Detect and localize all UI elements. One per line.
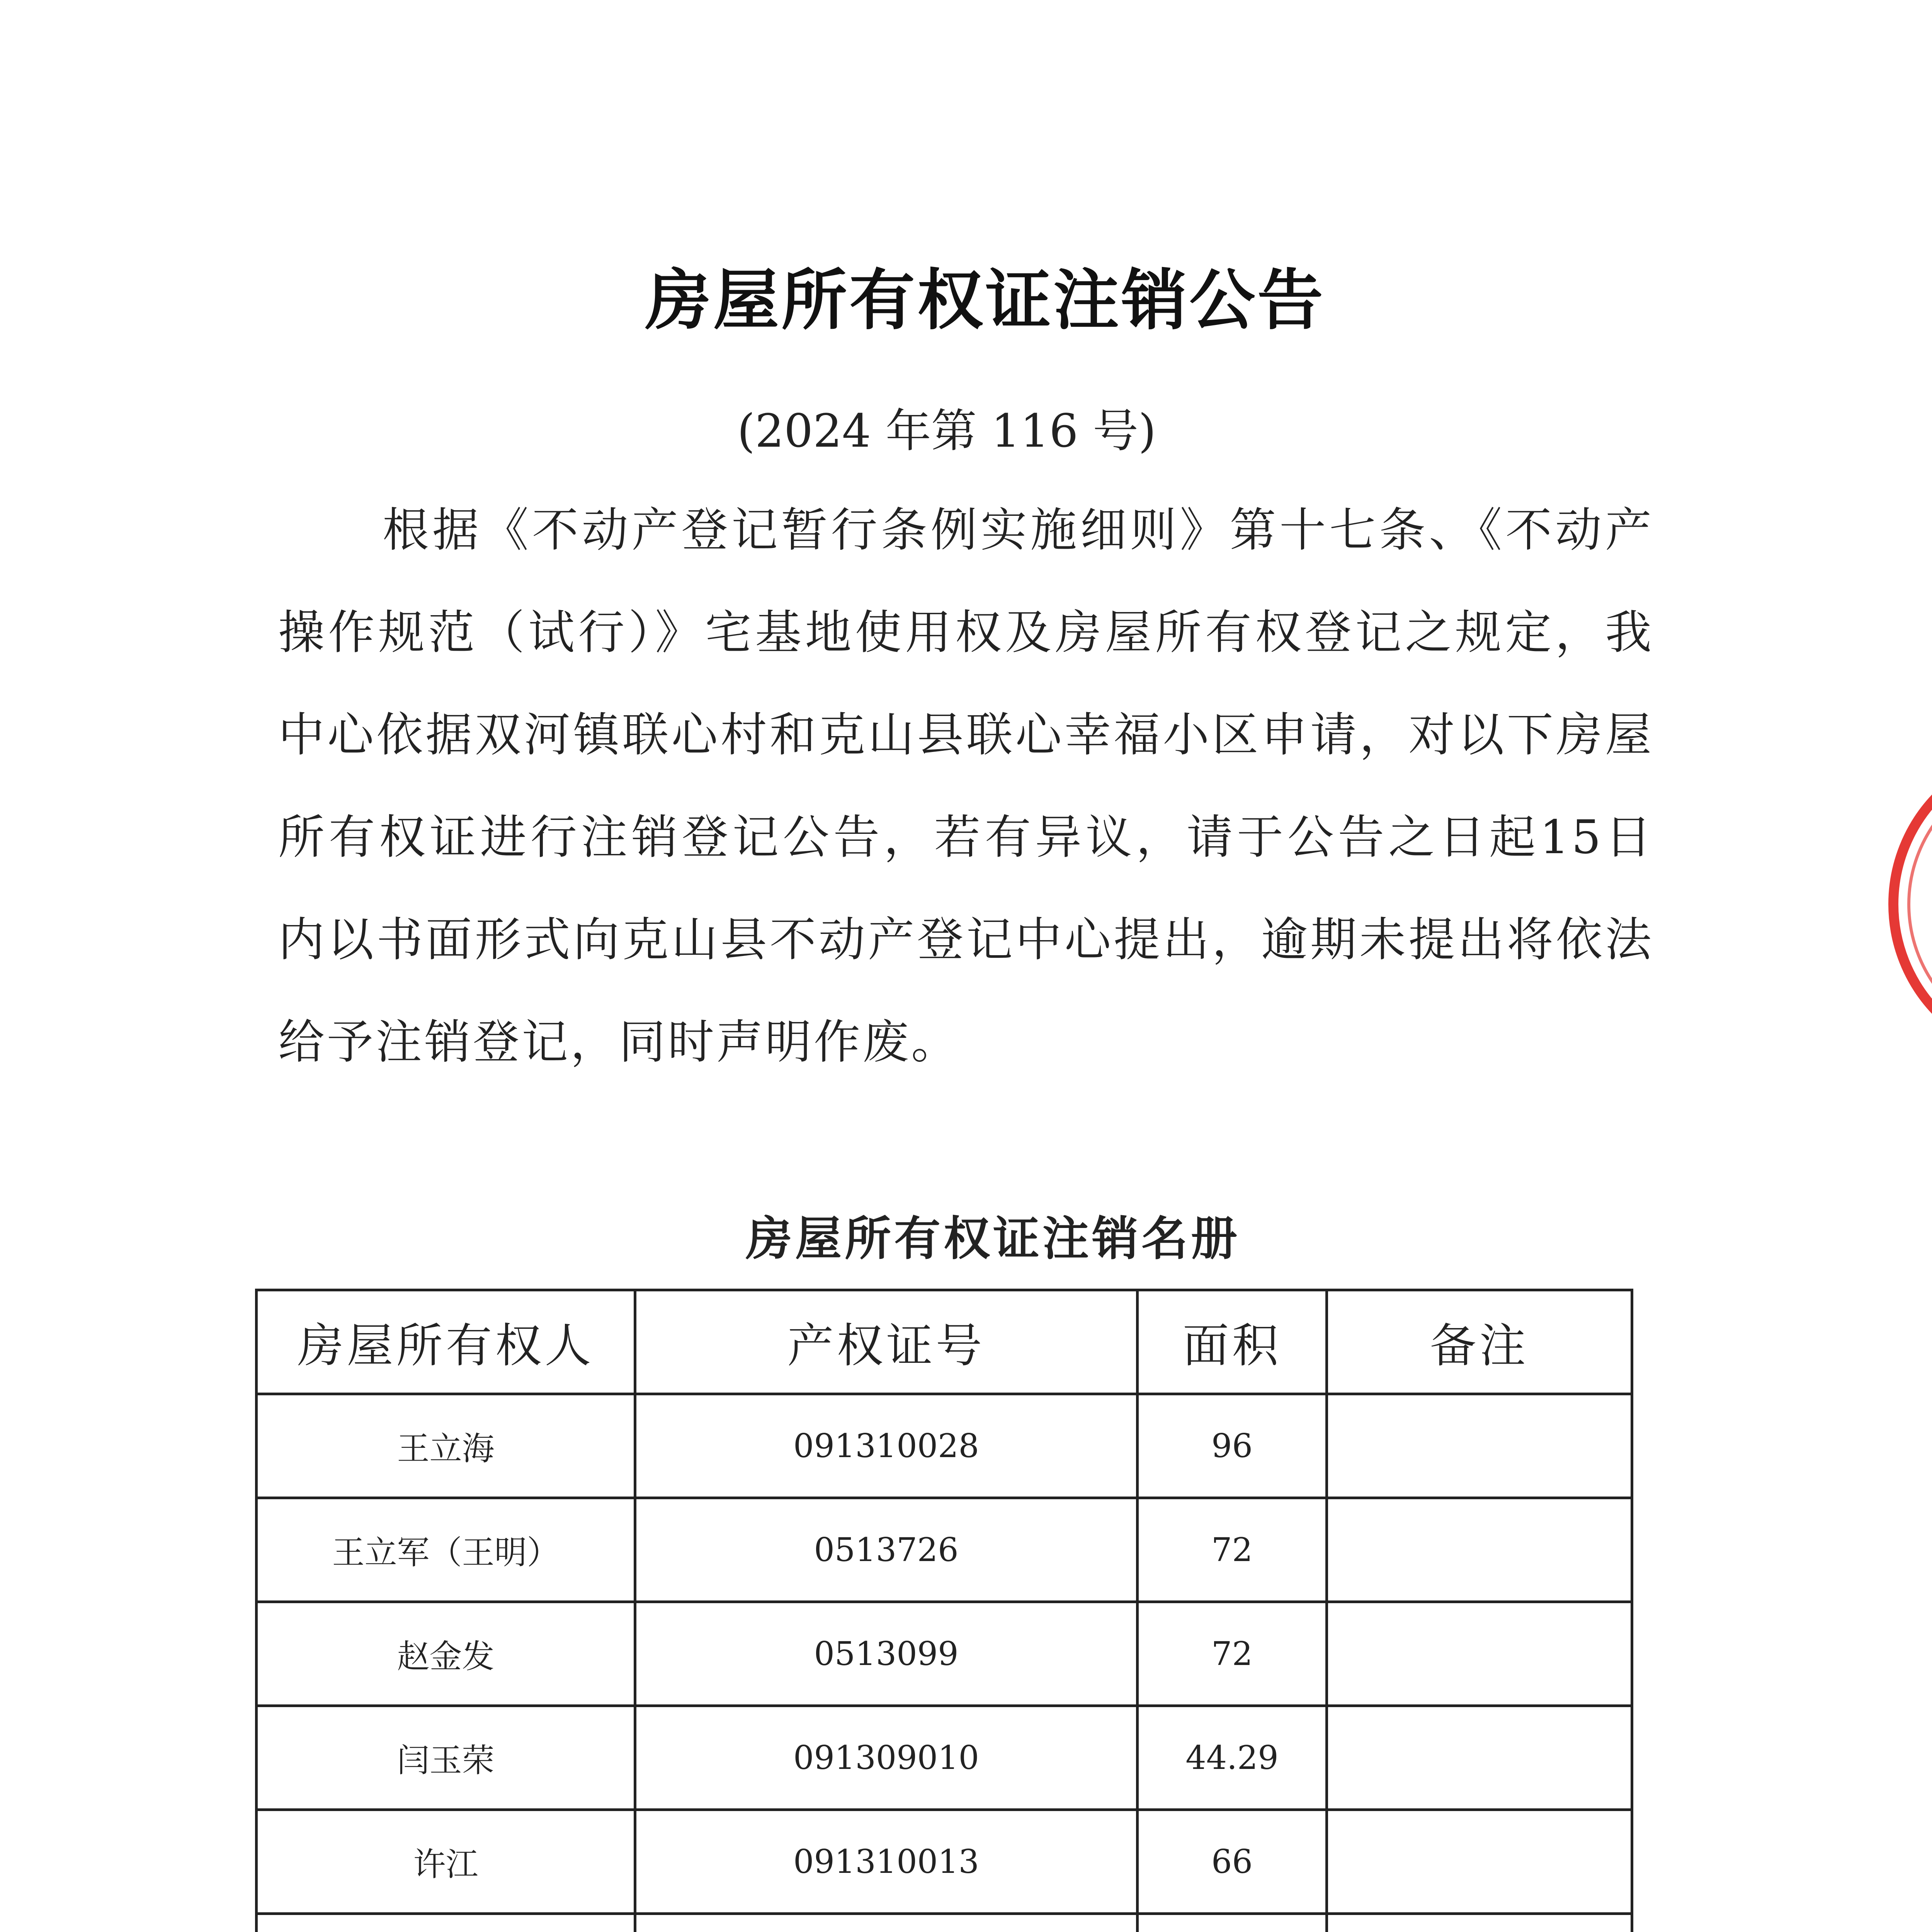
column-header-certificate-number: 产权证号 bbox=[635, 1290, 1138, 1394]
cell-owner: 赵金发 bbox=[257, 1602, 635, 1706]
table-row bbox=[257, 1394, 1632, 1498]
cell-area bbox=[1138, 1914, 1327, 1932]
cell-owner: 闫玉荣 bbox=[257, 1706, 635, 1810]
cell-certificate-number: 0513099 bbox=[635, 1602, 1138, 1706]
cell-remarks bbox=[1327, 1602, 1632, 1706]
announcement-body: 根据《不动产登记暂行条例实施细则》第十七条、《不动产操作规范（试行）》宅基地使用权及房屋所有权登记之规定，我中心依据双河镇联心村和克山县联心幸福小区申请，对以下房屋所有权证进行注销登记公告，若有异议，请于公告之日起15日内以书面形式向克山县不动产登记中心提出，逾期未提出将依法给予注销登记，同时声明作废。 bbox=[278, 503, 1654, 1069]
table-header-row bbox=[257, 1290, 1632, 1394]
official-seal bbox=[1847, 726, 1932, 1074]
cell-remarks bbox=[1327, 1498, 1632, 1602]
table-row bbox=[257, 1914, 1632, 1932]
cell-certificate-number: 0513726 bbox=[635, 1498, 1138, 1602]
cell-remarks bbox=[1327, 1810, 1632, 1914]
table-row bbox=[257, 1602, 1632, 1706]
cell-area: 72 bbox=[1138, 1498, 1327, 1602]
cell-remarks bbox=[1327, 1914, 1632, 1932]
table-row bbox=[257, 1706, 1632, 1810]
column-header-area: 面积 bbox=[1138, 1290, 1327, 1394]
column-header-owner: 房屋所有权人 bbox=[257, 1290, 635, 1394]
document-number: (2024 年第 116 号) bbox=[737, 404, 1156, 457]
roster-title: 房屋所有权证注销名册 bbox=[746, 1211, 1240, 1266]
cell-area: 72 bbox=[1138, 1602, 1327, 1706]
cell-certificate-number: 091310013 bbox=[635, 1810, 1138, 1914]
cell-area: 96 bbox=[1138, 1394, 1327, 1498]
cell-owner: 王立海 bbox=[257, 1394, 635, 1498]
cell-area: 44.29 bbox=[1138, 1706, 1327, 1810]
table-row bbox=[257, 1498, 1632, 1602]
page-title: 房屋所有权证注销公告 bbox=[645, 262, 1325, 339]
cell-owner bbox=[257, 1914, 635, 1932]
cell-area: 66 bbox=[1138, 1810, 1327, 1914]
table-body bbox=[257, 1394, 1632, 1932]
cell-owner: 王立军（王明） bbox=[257, 1498, 635, 1602]
cell-certificate-number: 091310028 bbox=[635, 1394, 1138, 1498]
cell-certificate-number bbox=[635, 1914, 1138, 1932]
cell-remarks bbox=[1327, 1706, 1632, 1810]
roster-table bbox=[255, 1289, 1633, 1932]
cell-certificate-number: 091309010 bbox=[635, 1706, 1138, 1810]
cell-remarks bbox=[1327, 1394, 1632, 1498]
seal-graphic bbox=[1847, 726, 1932, 1074]
column-header-remarks: 备注 bbox=[1327, 1290, 1632, 1394]
cell-owner: 许江 bbox=[257, 1810, 635, 1914]
table-row bbox=[257, 1810, 1632, 1914]
